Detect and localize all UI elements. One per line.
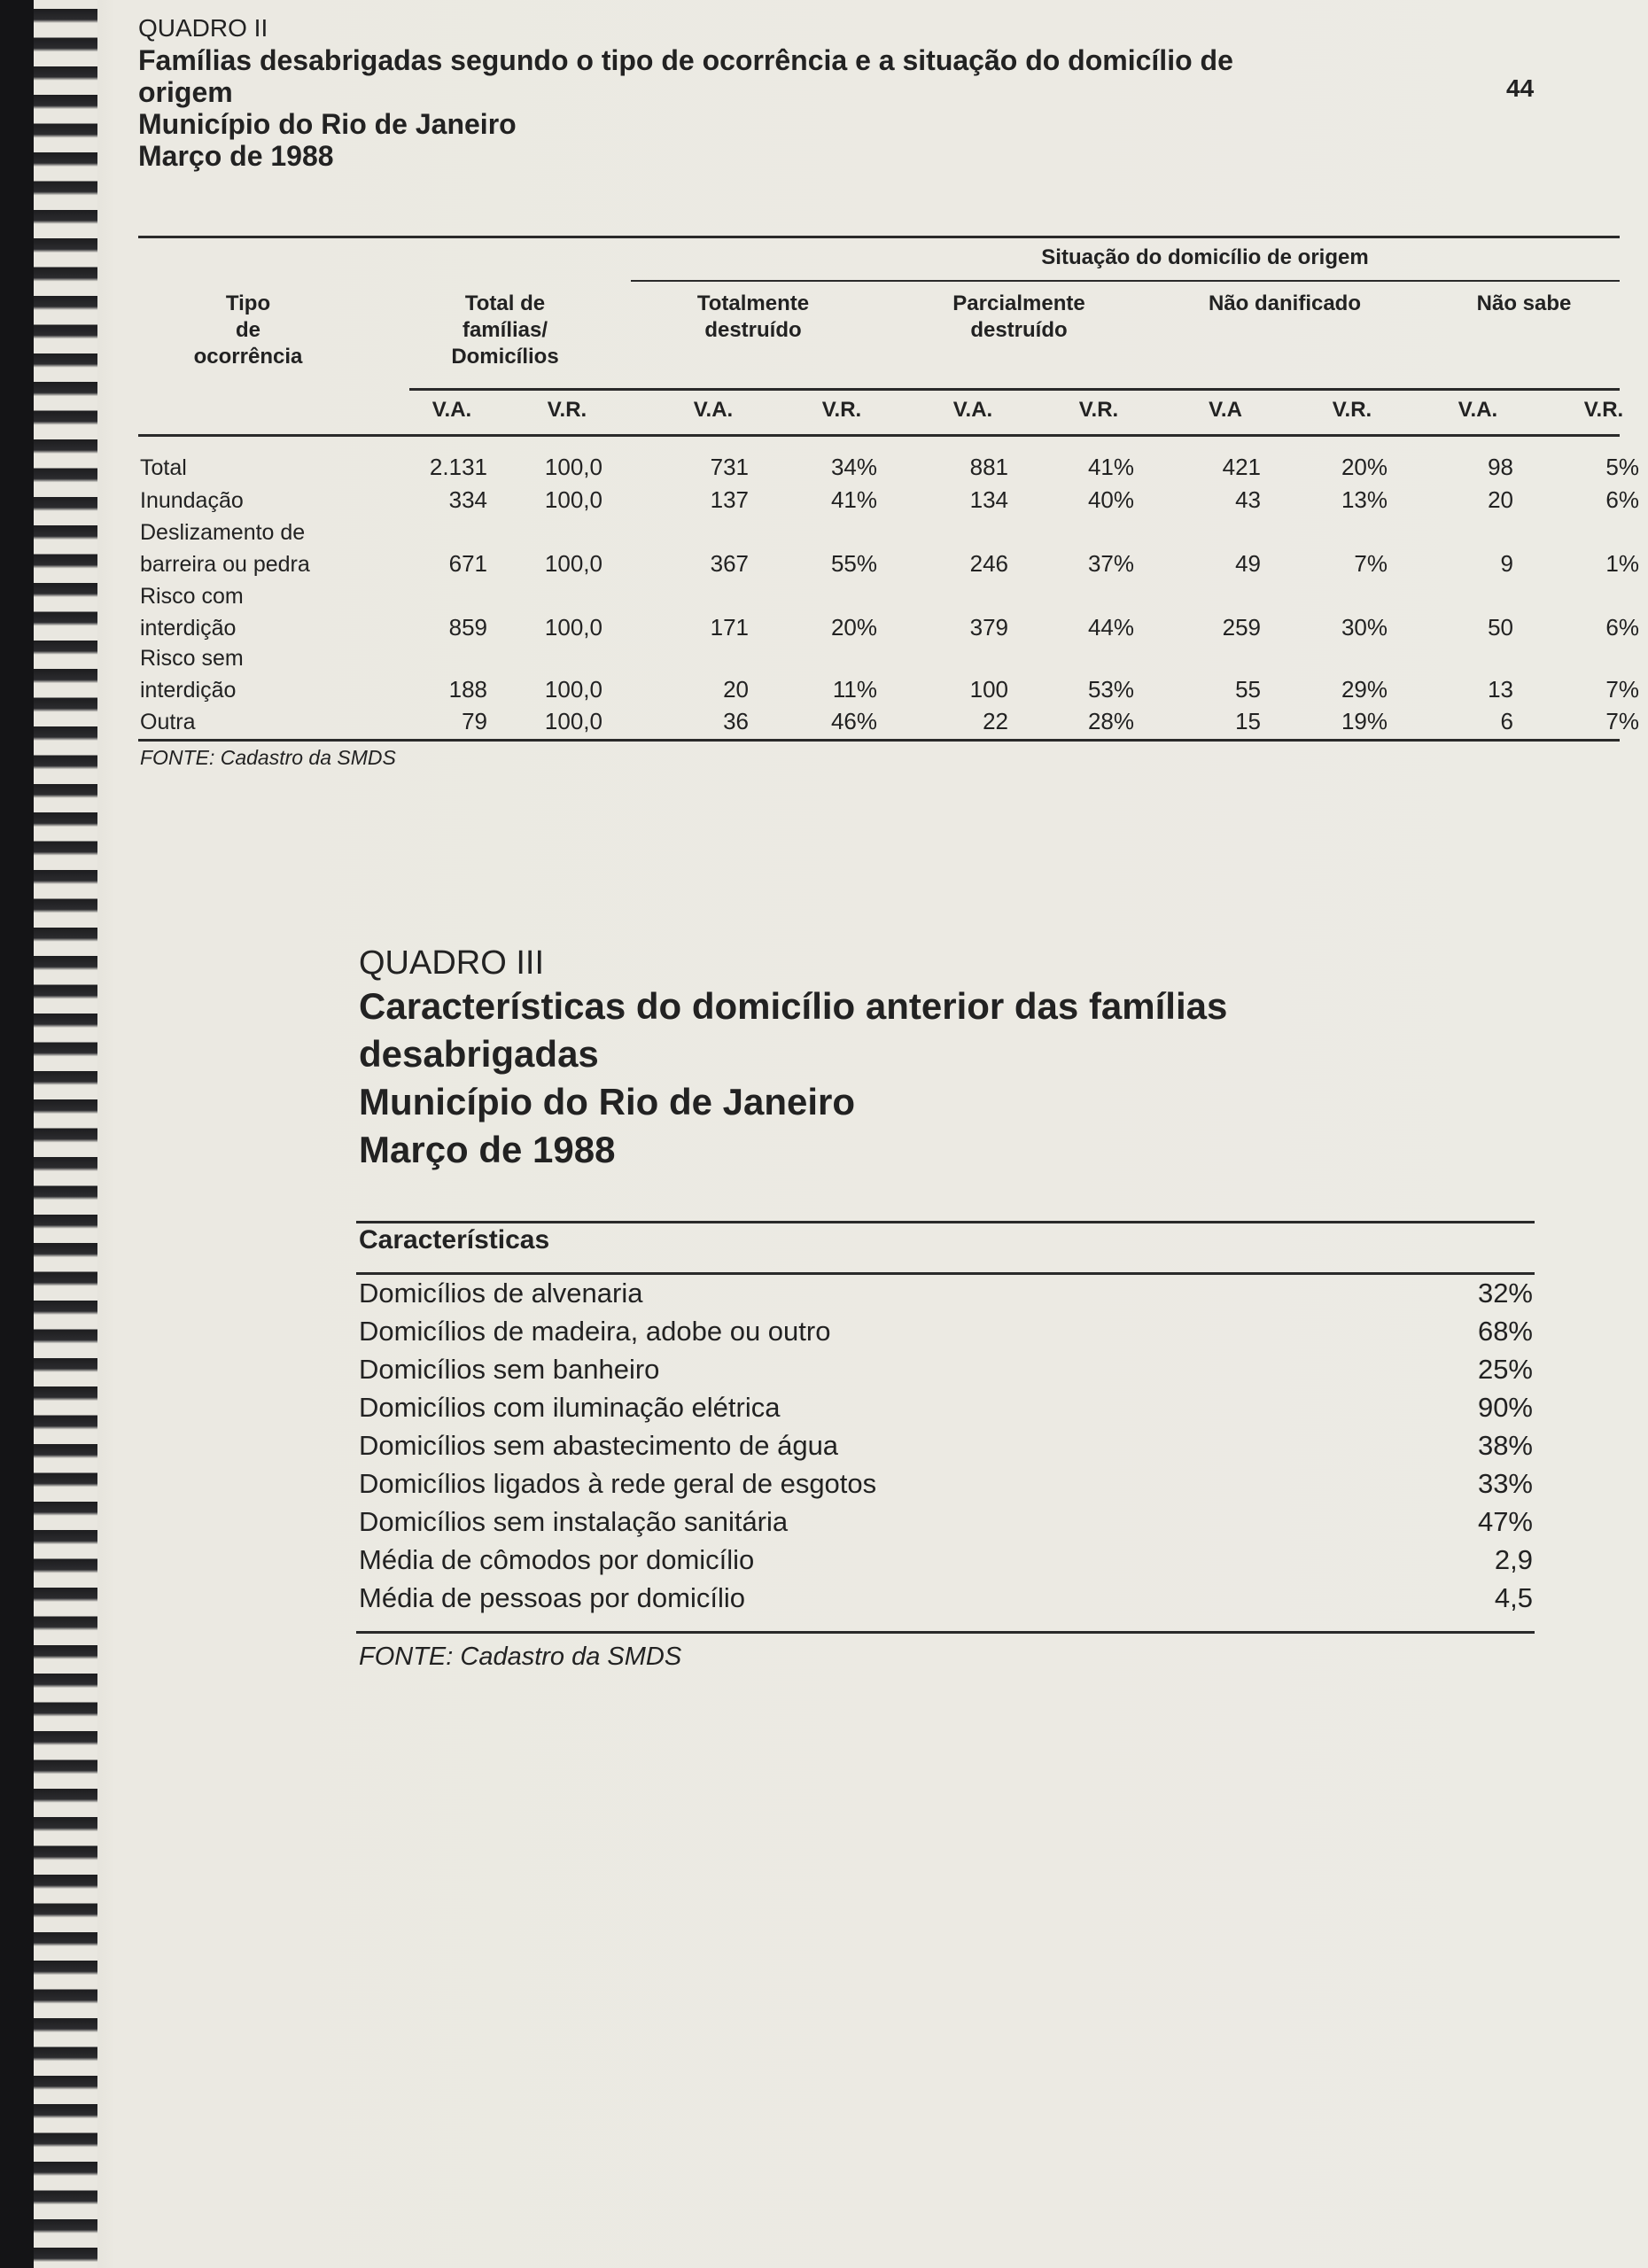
characteristic-label: Domicílios ligados à rede geral de esgotos bbox=[359, 1468, 877, 1499]
quadro2-source: FONTE: Cadastro da SMDS bbox=[140, 746, 396, 769]
table-cell: 79 bbox=[462, 708, 487, 734]
table-cell: 334 bbox=[448, 486, 487, 513]
characteristic-row bbox=[359, 1392, 1533, 1424]
table-cell: 34% bbox=[830, 454, 877, 480]
subheader-va: V.A. bbox=[952, 398, 993, 422]
row-label: interdição bbox=[140, 616, 237, 641]
table-cell: 100,0 bbox=[544, 550, 602, 577]
characteristic-row bbox=[359, 1354, 1533, 1386]
title-line: desabrigadas bbox=[359, 1033, 599, 1075]
title-line: Município do Rio de Janeiro bbox=[138, 108, 517, 140]
table-rule bbox=[138, 434, 1620, 437]
table-cell: 6% bbox=[1605, 614, 1639, 641]
table-cell: 15 bbox=[1235, 708, 1261, 734]
table-cell: 20 bbox=[723, 676, 749, 703]
quadro2-title bbox=[138, 12, 1233, 172]
title-line: Características do domicílio anterior das famílias bbox=[359, 985, 1228, 1027]
title-line: origem bbox=[138, 76, 233, 108]
table-cell: 7% bbox=[1354, 550, 1388, 577]
subheader-vr: V.R. bbox=[1583, 398, 1624, 422]
quadro3-header: Características bbox=[359, 1225, 550, 1254]
table-cell: 36 bbox=[723, 708, 749, 734]
characteristic-value: 68% bbox=[1477, 1316, 1533, 1347]
characteristic-row bbox=[359, 1468, 1533, 1500]
title-line: Março de 1988 bbox=[359, 1129, 616, 1170]
characteristic-row bbox=[359, 1278, 1533, 1309]
subheader-vr: V.R. bbox=[547, 398, 587, 422]
quadro2-label: QUADRO II bbox=[138, 14, 268, 42]
table-cell: 22 bbox=[983, 708, 1008, 734]
header-totalmente: Totalmente destruído bbox=[696, 291, 810, 342]
characteristic-row bbox=[359, 1544, 1533, 1576]
characteristic-label: Domicílios de madeira, adobe ou outro bbox=[359, 1316, 831, 1347]
subheader-va: V.A bbox=[1209, 398, 1242, 422]
table-rule bbox=[631, 280, 1620, 282]
characteristic-value: 4,5 bbox=[1494, 1582, 1533, 1613]
characteristic-label: Domicílios de alvenaria bbox=[359, 1278, 643, 1309]
subheader-vr: V.R. bbox=[1332, 398, 1372, 422]
table-cell: 53% bbox=[1087, 676, 1134, 703]
characteristic-value: 47% bbox=[1477, 1506, 1533, 1537]
characteristic-value: 38% bbox=[1477, 1430, 1533, 1461]
table-cell: 37% bbox=[1087, 550, 1134, 577]
row-label: interdição bbox=[140, 678, 237, 703]
characteristic-row bbox=[359, 1506, 1533, 1538]
table-cell: 19% bbox=[1341, 708, 1388, 734]
row-label: Inundação bbox=[140, 488, 244, 513]
table-cell: 13 bbox=[1488, 676, 1513, 703]
table-cell: 171 bbox=[710, 614, 749, 641]
table-cell: 1% bbox=[1605, 550, 1639, 577]
quadro3-label: QUADRO III bbox=[359, 944, 545, 982]
table-rule bbox=[356, 1221, 1535, 1223]
table-cell: 188 bbox=[448, 676, 487, 703]
table-cell: 859 bbox=[448, 614, 487, 641]
table-cell: 20% bbox=[830, 614, 877, 641]
subheader-va: V.A. bbox=[1458, 398, 1498, 422]
table-cell: 29% bbox=[1341, 676, 1388, 703]
table-cell: 13% bbox=[1341, 486, 1388, 513]
header-nao-danificado: Não danificado bbox=[1208, 291, 1362, 315]
table-rule bbox=[138, 236, 1620, 238]
table-cell: 379 bbox=[969, 614, 1008, 641]
table-cell: 46% bbox=[830, 708, 877, 734]
table-cell: 6% bbox=[1605, 486, 1639, 513]
quadro3-title bbox=[359, 944, 1227, 1174]
characteristic-label: Média de cômodos por domicílio bbox=[359, 1544, 755, 1575]
table-cell: 246 bbox=[969, 550, 1008, 577]
table-cell: 421 bbox=[1222, 454, 1261, 480]
characteristic-label: Domicílios sem abastecimento de água bbox=[359, 1430, 839, 1461]
table-cell: 50 bbox=[1488, 614, 1513, 641]
table-cell: 49 bbox=[1235, 550, 1261, 577]
characteristic-row bbox=[359, 1316, 1533, 1348]
page-number: 44 bbox=[1506, 74, 1535, 102]
table-cell: 43 bbox=[1235, 486, 1261, 513]
table-rule bbox=[138, 739, 1620, 742]
table-cell: 55 bbox=[1235, 676, 1261, 703]
table-cell: 5% bbox=[1605, 454, 1639, 480]
header-total: Total de famílias/ Domicílios bbox=[451, 291, 559, 369]
table-cell: 100,0 bbox=[544, 454, 602, 480]
characteristic-label: Domicílios com iluminação elétrica bbox=[359, 1392, 781, 1423]
header-parcialmente: Parcialmente destruído bbox=[952, 291, 1085, 342]
table-cell: 20% bbox=[1341, 454, 1388, 480]
table-cell: 100,0 bbox=[544, 708, 602, 734]
table-cell: 40% bbox=[1087, 486, 1134, 513]
table-cell: 55% bbox=[830, 550, 877, 577]
title-line: Março de 1988 bbox=[138, 140, 334, 172]
table-cell: 367 bbox=[710, 550, 749, 577]
table-cell: 881 bbox=[969, 454, 1008, 480]
table-cell: 20 bbox=[1488, 486, 1513, 513]
row-label: Risco sem bbox=[140, 646, 244, 671]
characteristic-label: Domicílios sem instalação sanitária bbox=[359, 1506, 789, 1537]
table-cell: 259 bbox=[1222, 614, 1261, 641]
title-line: Famílias desabrigadas segundo o tipo de ocorrência e a situação do domicílio de bbox=[138, 44, 1233, 76]
table-cell: 7% bbox=[1605, 676, 1639, 703]
spiral-binding bbox=[0, 0, 97, 2268]
row-label: Deslizamento de bbox=[140, 520, 306, 545]
characteristic-row bbox=[359, 1582, 1533, 1614]
row-label: Outra bbox=[140, 710, 196, 734]
table-cell: 6 bbox=[1500, 708, 1513, 734]
table-cell: 731 bbox=[710, 454, 749, 480]
table-cell: 44% bbox=[1087, 614, 1134, 641]
subheader-va: V.A. bbox=[693, 398, 734, 422]
table-cell: 137 bbox=[710, 486, 749, 513]
characteristic-value: 32% bbox=[1477, 1278, 1533, 1309]
table-cell: 41% bbox=[1087, 454, 1134, 480]
header-tipo: Tipo de ocorrência bbox=[193, 291, 303, 369]
table-cell: 100 bbox=[969, 676, 1008, 703]
table-rule bbox=[356, 1631, 1535, 1634]
row-label: barreira ou pedra bbox=[140, 552, 310, 577]
table-cell: 9 bbox=[1500, 550, 1513, 577]
table-cell: 30% bbox=[1341, 614, 1388, 641]
quadro3-source: FONTE: Cadastro da SMDS bbox=[359, 1643, 682, 1671]
table-rule bbox=[409, 388, 1620, 391]
characteristic-value: 90% bbox=[1477, 1392, 1533, 1423]
table-cell: 100,0 bbox=[544, 676, 602, 703]
row-label: Risco com bbox=[140, 584, 244, 609]
table-cell: 41% bbox=[830, 486, 877, 513]
subheader-va: V.A. bbox=[431, 398, 472, 422]
table-cell: 134 bbox=[969, 486, 1008, 513]
table-cell: 28% bbox=[1087, 708, 1134, 734]
subheader-vr: V.R. bbox=[1078, 398, 1119, 422]
title-line: Município do Rio de Janeiro bbox=[359, 1081, 856, 1122]
table-cell: 7% bbox=[1605, 708, 1639, 734]
characteristic-label: Média de pessoas por domicílio bbox=[359, 1582, 745, 1613]
row-label: Total bbox=[140, 455, 187, 480]
table-cell: 100,0 bbox=[544, 614, 602, 641]
characteristic-value: 25% bbox=[1477, 1354, 1533, 1385]
table-cell: 98 bbox=[1488, 454, 1513, 480]
table-cell: 11% bbox=[832, 676, 877, 703]
header-nao-sabe: Não sabe bbox=[1476, 291, 1572, 315]
header-situacao: Situação do domicílio de origem bbox=[1041, 245, 1369, 269]
table-cell: 2.131 bbox=[429, 454, 487, 480]
characteristic-value: 2,9 bbox=[1494, 1544, 1533, 1575]
table-cell: 671 bbox=[448, 550, 487, 577]
subheader-vr: V.R. bbox=[821, 398, 862, 422]
table-cell: 100,0 bbox=[544, 486, 602, 513]
characteristic-value: 33% bbox=[1477, 1468, 1533, 1499]
characteristic-row bbox=[359, 1430, 1533, 1462]
table-rule bbox=[356, 1272, 1535, 1275]
characteristic-label: Domicílios sem banheiro bbox=[359, 1354, 660, 1385]
